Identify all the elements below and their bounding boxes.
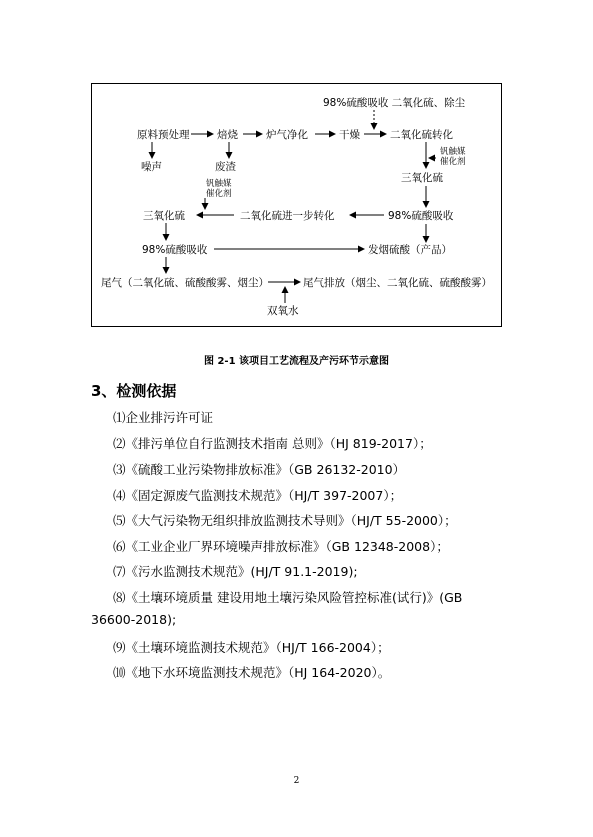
node-noise: 噪声 xyxy=(141,161,162,173)
node-so3-right: 三氧化硫 xyxy=(401,172,443,184)
node-raw-pretreat: 原料预处理 xyxy=(137,129,190,141)
node-roast: 焙烧 xyxy=(217,129,238,141)
node-so3-left: 三氧化硫 xyxy=(143,210,185,222)
node-catalyst-2 xyxy=(206,178,234,199)
reference-item: ⑻《土壤环境质量 建设用地土壤污染风险管控标准(试行)》(GB xyxy=(113,590,463,605)
reference-item: ⑷《固定源废气监测技术规范》（HJ/T 397-2007）； xyxy=(113,488,403,503)
reference-item: ⑶《硫酸工业污染物排放标准》（GB 26132-2010） xyxy=(113,462,406,477)
node-oleum-product: 发烟硫酸（产品） xyxy=(368,244,452,256)
catalyst-1-line2: 催化剂 xyxy=(440,157,466,167)
node-h2o2: 双氧水 xyxy=(267,305,299,317)
reference-item-continuation: 36600-2018); xyxy=(91,612,177,627)
node-tail-gas: 尾气（二氧化硫、硫酸酸雾、烟尘） xyxy=(101,277,269,289)
reference-item: ⑺《污水监测技术规范》(HJ/T 91.1-2019); xyxy=(113,564,358,579)
reference-item: ⑹《工业企业厂界环境噪声排放标准》（GB 12348-2008）； xyxy=(113,539,449,554)
node-further-convert: 二氧化硫进一步转化 xyxy=(240,210,335,222)
node-absorb-right: 98%硫酸吸收 xyxy=(388,210,454,222)
section-title: 3、检测依据 xyxy=(91,382,177,400)
page-number: 2 xyxy=(293,776,300,786)
node-purify: 炉气净化 xyxy=(266,129,308,141)
node-absorb-left: 98%硫酸吸收 xyxy=(142,244,208,256)
node-so2-convert: 二氧化硫转化 xyxy=(390,129,453,141)
reference-item: ⑵《排污单位自行监测技术指南 总则》（HJ 819-2017）； xyxy=(113,436,432,451)
catalyst-1-line1: 钒触媒 xyxy=(440,147,466,157)
node-slag: 废渣 xyxy=(215,161,236,173)
node-dry: 干燥 xyxy=(339,129,360,141)
node-tail-emission: 尾气排放（烟尘、二氧化硫、硫酸酸雾） xyxy=(303,277,492,289)
node-catalyst-1 xyxy=(440,146,468,167)
reference-item: ⑸《大气污染物无组织排放监测技术导则》（HJ/T 55-2000）； xyxy=(113,513,457,528)
figure-caption: 图 2-1 该项目工艺流程及产污环节示意图 xyxy=(203,356,390,367)
reference-item: ⑽《地下水环境监测技术规范》（HJ 164-2020）。 xyxy=(113,665,391,680)
catalyst-2-line2: 催化剂 xyxy=(206,189,232,199)
reference-item: ⑼《土壤环境监测技术规范》（HJ/T 166-2004）； xyxy=(113,640,390,655)
catalyst-2-line1: 钒触媒 xyxy=(206,179,232,189)
node-top-absorb: 98%硫酸吸收 二氧化硫、除尘 xyxy=(323,97,466,109)
reference-item: ⑴企业排污许可证 xyxy=(113,410,214,425)
